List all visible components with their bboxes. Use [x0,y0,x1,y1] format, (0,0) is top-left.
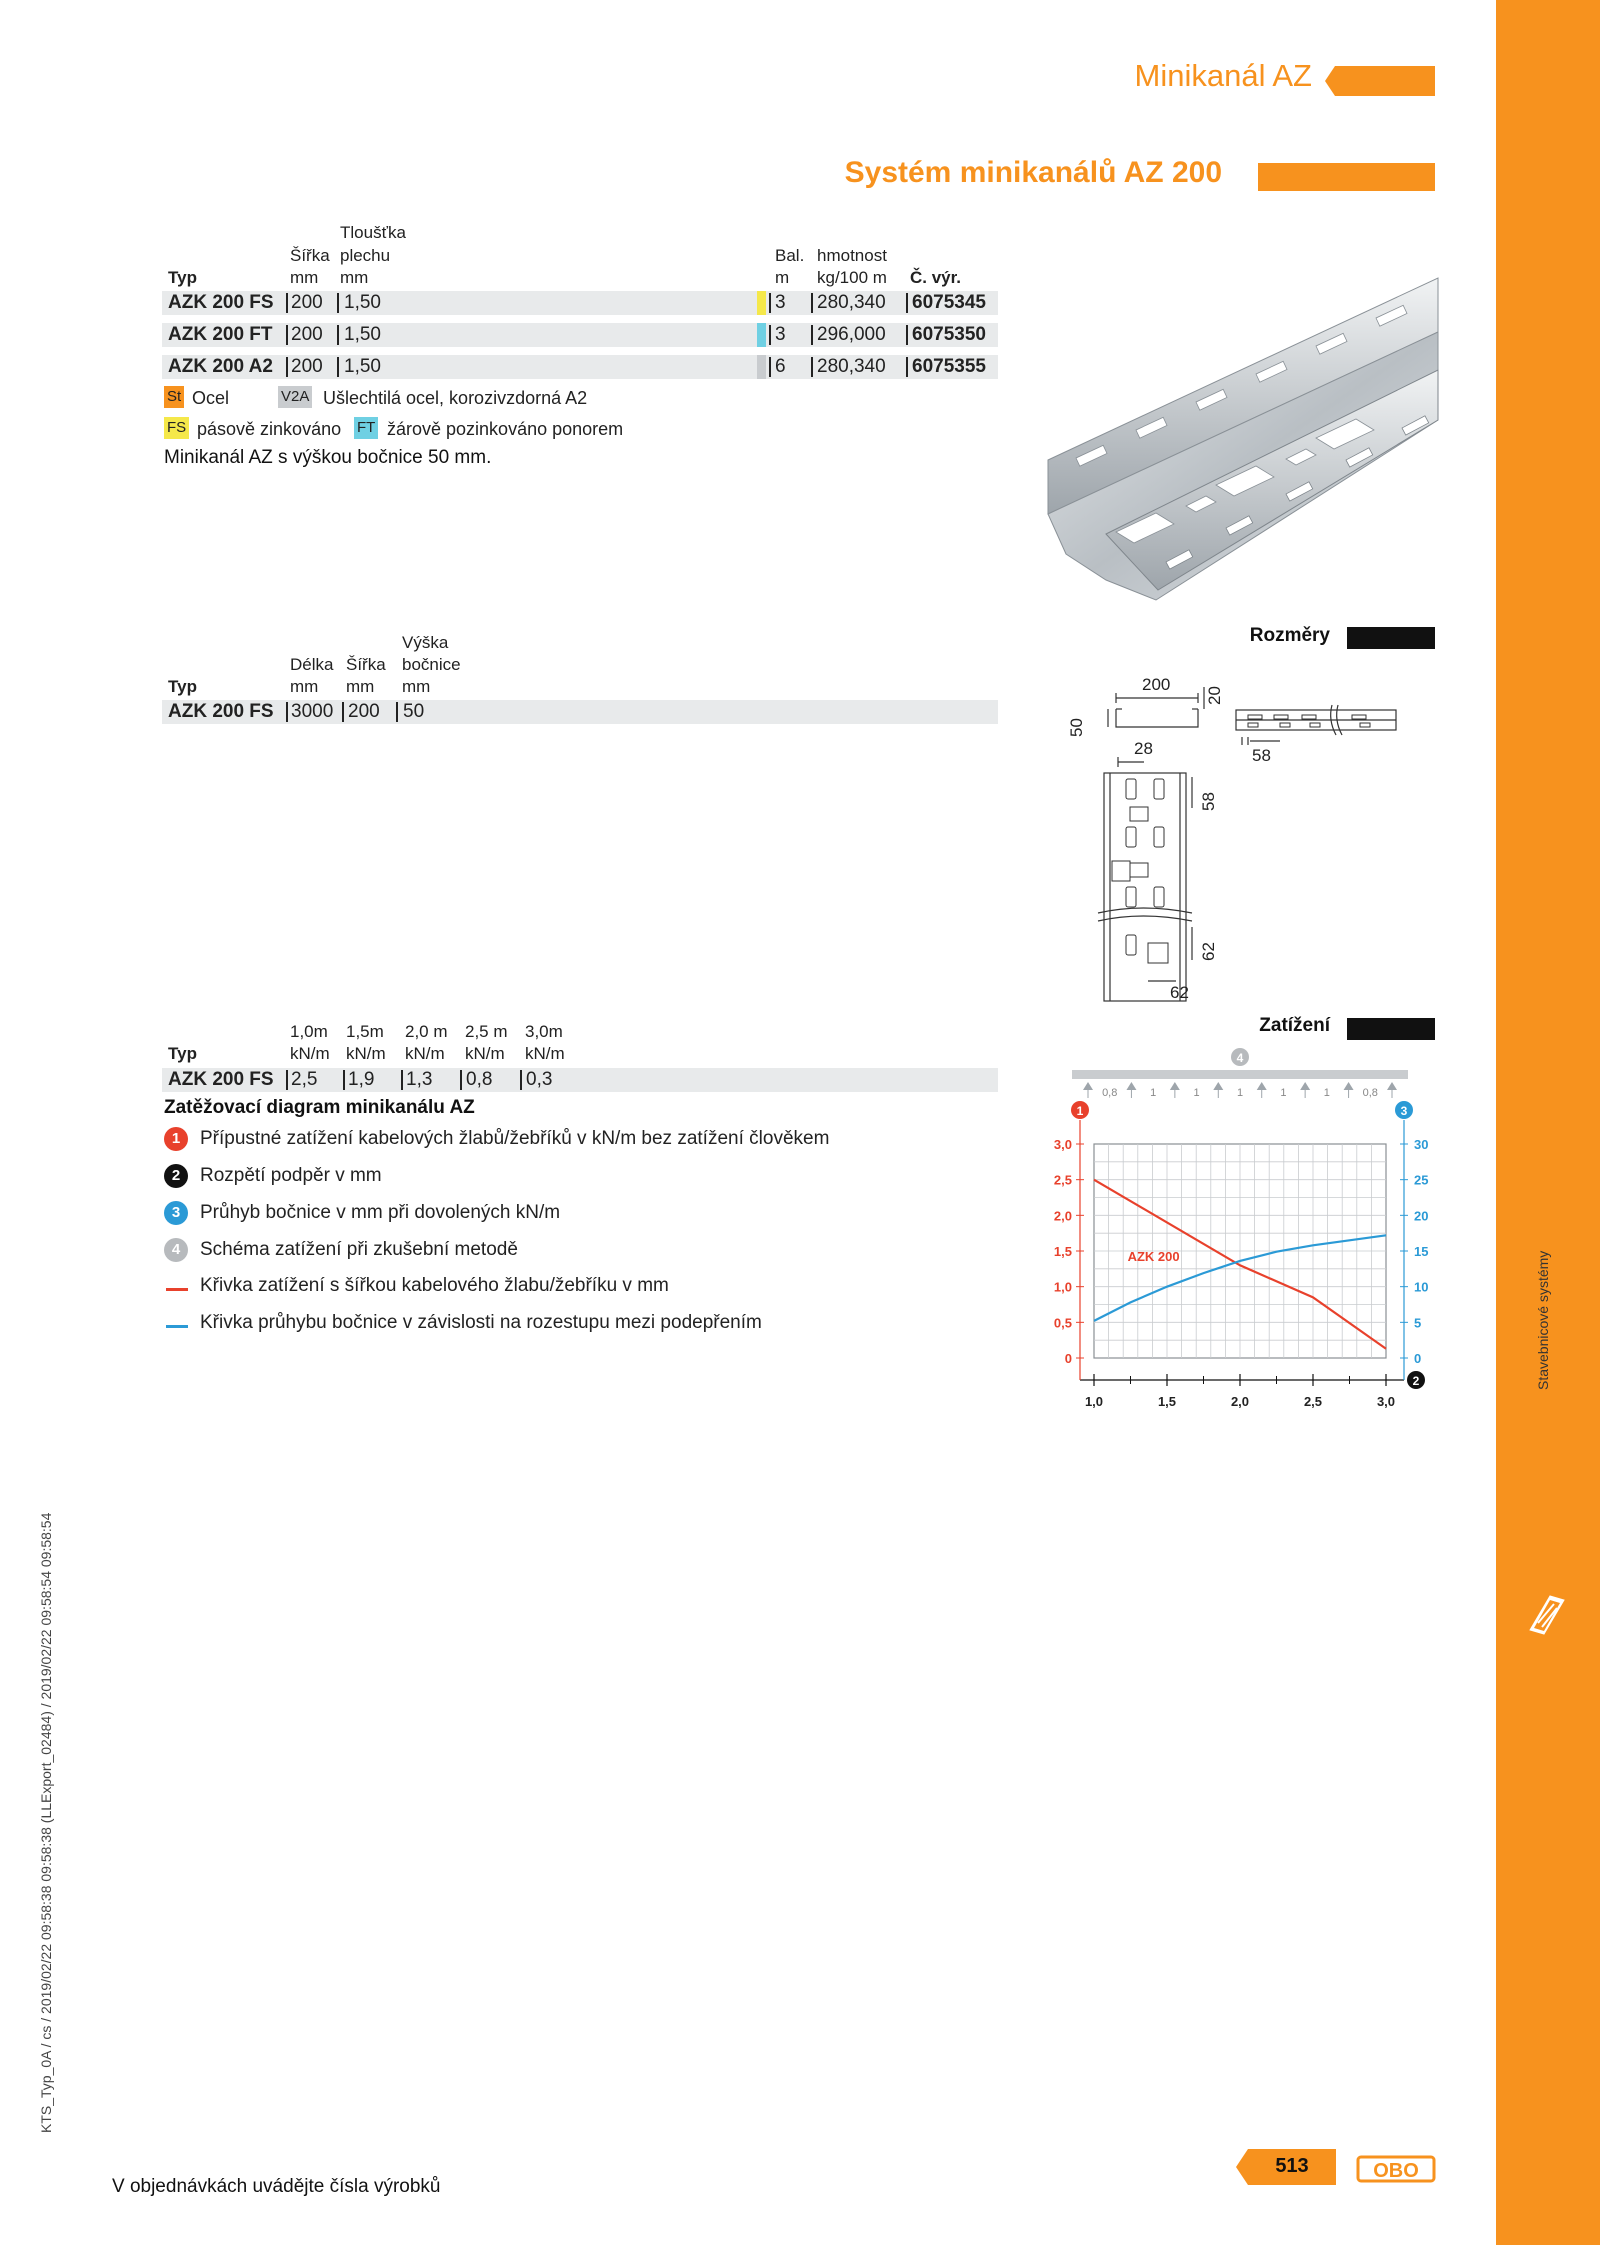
table-cell-hmotnost: 296,000 [817,324,886,345]
x-tick-label: 3,0 [1376,1394,1396,1409]
x-tick-label: 2,5 [1303,1394,1323,1409]
table-cell-sirka: 200 [291,356,323,377]
legend-text-4: Schéma zatížení při zkušební metodě [200,1239,518,1260]
th-c2: 1,5m [346,1022,384,1041]
section-title: Systém minikanálů AZ 200 [844,156,1222,189]
material-tag-st: St [164,386,184,408]
th-c3: 2,0 m [405,1022,448,1041]
legend-text-deflection-curve: Křivka průhybu bočnice v závislosti na rozestupu mezi podepřením [200,1312,762,1333]
load-schema-value: 1 [1193,1087,1200,1099]
load-schema-value: 0,8 [1102,1087,1118,1099]
y-right-tick-label: 20 [1414,1208,1429,1224]
th-bal: Bal. [775,246,805,265]
table-cell-typ: AZK 200 FS [168,292,274,313]
th-cislo: Č. výr. [910,268,962,287]
cell-separator [906,357,908,377]
th-tloustka: Tloušťka [340,223,406,242]
th-delka-unit: mm [290,677,319,696]
th-tloustka-unit: mm [340,268,369,287]
table-cell-c2: 1,9 [348,1069,375,1090]
y-right-tick-label: 30 [1414,1137,1429,1152]
material-label-st: Ocel [192,388,230,408]
dim-width-label: 200 [1142,675,1171,694]
right-orange-bar [1496,0,1600,2245]
legend-item-1 [164,1125,964,1155]
cell-separator [811,325,813,345]
cell-separator [906,293,908,313]
th-c4: 2,5 m [465,1022,508,1041]
y-right-tick-label: 10 [1414,1279,1429,1295]
load-label-bar [1347,1018,1435,1040]
th-hmotnost-unit: kg/100 m [817,268,887,287]
legend-badge-1: 1 [164,1127,188,1151]
cell-separator [811,357,813,377]
product-note: Minikanál AZ s výškou bočnice 50 mm. [164,447,492,468]
y-left-tick-label: 1,5 [1053,1244,1072,1259]
legend-line-red [166,1288,188,1291]
th-unit4: kN/m [465,1044,505,1063]
finish-swatch-a2 [757,355,766,379]
th-sirka2-unit: mm [346,677,375,696]
material-label-ft: žárově pozinkováno ponorem [387,419,624,439]
cell-separator [769,293,771,313]
x-tick-label: 1,5 [1157,1394,1177,1409]
cell-separator [769,357,771,377]
load-schema-arrow [1126,1082,1136,1090]
cell-separator [286,325,288,345]
section-title-bar [1258,163,1435,191]
th-delka: Délka [290,655,334,674]
x-tick-label: 2,0 [1230,1394,1250,1409]
cell-separator [286,702,288,722]
table-cell-c1: 2,5 [291,1069,318,1090]
dim-hole2-label: 62 [1170,983,1189,1002]
load-schema-value: 1 [1280,1087,1287,1099]
load-schema-arrow [1257,1082,1267,1090]
material-tag-ft: FT [354,417,378,439]
th-vyska: Výška [402,633,449,652]
legend-text-3: Průhyb bočnice v mm při dovolených kN/m [200,1202,561,1223]
table-cell-bal: 6 [775,356,786,377]
load-schema-arrow [1170,1082,1180,1090]
load-schema-value: 0,8 [1362,1087,1378,1099]
y-left-tick-label: 2,0 [1053,1208,1072,1224]
th-unit2: kN/m [346,1044,386,1063]
table-cell-bal: 3 [775,324,786,345]
cable-tray-icon [1526,1590,1568,1638]
dim-lip-label: 20 [1205,686,1224,705]
table-cell-c4: 0,8 [466,1069,493,1090]
cell-separator [343,1070,345,1090]
th-unit3: kN/m [405,1044,445,1063]
table-cell-hmotnost: 280,340 [817,356,886,377]
load-schema-value: 1 [1236,1087,1244,1099]
y-left-tick-label: 0,5 [1053,1315,1072,1331]
th-typ3: Typ [168,1044,197,1063]
finish-swatch-ft [757,323,766,347]
cell-separator [286,357,288,377]
left-vertical-export-info: KTS_Typ_0A / cs / 2019/02/22 09:58:38 09:58:38 (LLExport_02484) / 2019/02/22 09:58:54 09:58:54 [38,1512,54,2133]
table-cell-vyska: 50 [403,701,425,722]
legend-text-load-curve: Křivka zatížení s šířkou kabelového žlabu/žebříku v mm [200,1275,669,1296]
table-cell-bal: 3 [775,292,786,313]
th-sirka-unit: mm [290,268,319,287]
cell-separator [337,293,339,313]
axis-badge-left-text: 1 [1076,1104,1084,1118]
th-typ: Typ [168,268,197,287]
th-c5: 3,0m [525,1022,563,1041]
cell-separator [460,1070,462,1090]
table-cell-cislo: 6075355 [912,356,986,377]
cell-separator [337,325,339,345]
cell-separator [811,293,813,313]
table-cell-cislo: 6075345 [912,292,986,313]
y-left-tick-label: 0 [1064,1351,1072,1366]
table-cell-typ: AZK 200 FS [168,1069,274,1090]
table-cell-sirka: 200 [291,292,323,313]
cell-separator [401,1070,403,1090]
axis-badge-top-text: 4 [1236,1051,1244,1065]
y-left-tick-label: 2,5 [1053,1172,1072,1188]
sidebar-category-text: Stavebnicové systémy [1535,1250,1551,1390]
th-unit1: kN/m [290,1044,330,1063]
legend-badge-4: 4 [164,1238,188,1262]
table-cell-c3: 1,3 [406,1069,433,1090]
header-tab-shape [1325,66,1435,96]
legend-item-2 [164,1162,964,1192]
load-schema-arrow [1083,1082,1093,1090]
th-c1: 1,0m [290,1022,328,1041]
y-right-tick-label: 25 [1414,1172,1429,1188]
cell-separator [520,1070,522,1090]
y-right-tick-label: 15 [1414,1244,1429,1259]
table-cell-tloustka: 1,50 [344,356,381,377]
dim-offset-label: 28 [1134,739,1153,758]
dimensions-label-bar [1347,627,1435,649]
legend-item-3 [164,1199,964,1229]
dim-pitch2-label: 58 [1199,792,1218,811]
table-cell-c5: 0,3 [526,1069,553,1090]
material-tag-v2a: V2A [278,386,312,408]
cell-separator [769,325,771,345]
dim-height-label: 50 [1067,718,1086,737]
table-cell-hmotnost: 280,340 [817,292,886,313]
page-header-title: Minikanál AZ [1134,58,1312,93]
th-typ2: Typ [168,677,197,696]
table-cell-tloustka: 1,50 [344,324,381,345]
x-tick-label: 1,0 [1084,1394,1104,1409]
cell-separator [396,702,398,722]
load-schema-arrow [1344,1082,1354,1090]
load-schema-value: 1 [1150,1087,1157,1099]
cell-separator [286,293,288,313]
cell-separator [906,325,908,345]
th-hmotnost: hmotnost [817,246,887,265]
finish-swatch-fs [757,291,766,315]
legend-badge-3: 3 [164,1201,188,1225]
cable-tray-product-image [1046,270,1438,600]
y-left-tick-label: 3,0 [1053,1137,1072,1152]
diagram-title: Zatěžovací diagram minikanálu AZ [164,1097,475,1118]
table-cell-cislo: 6075350 [912,324,986,345]
table-cell-delka: 3000 [291,701,334,722]
material-label-fs: pásově zinkováno [197,419,342,439]
legend-item-load-curve [164,1272,964,1302]
footer-order-note: V objednávkách uvádějte čísla výrobků [112,2176,441,2197]
page-number: 513 [1275,2155,1309,2177]
table-cell-typ: AZK 200 FS [168,701,274,722]
obo-logo [1356,2149,1436,2189]
table-cell-typ: AZK 200 FT [168,324,273,345]
axis-badge-x-text: 2 [1412,1374,1420,1388]
dimensions-label: Rozměry [1249,625,1330,646]
legend-text-2: Rozpětí podpěr v mm [200,1165,382,1186]
legend-text-1: Přípustné zatížení kabelových žlabů/žebříků v kN/m bez zatížení člověkem [200,1128,830,1149]
th-plechu: plechu [340,246,391,265]
table-cell-tloustka: 1,50 [344,292,381,313]
table-cell-sirka: 200 [291,324,323,345]
dim-pitch1-label: 58 [1252,746,1271,765]
load-chart [1020,1040,1440,1420]
load-schema-arrow [1387,1082,1397,1090]
th-unit5: kN/m [525,1044,565,1063]
legend-item-deflection-curve [164,1309,964,1339]
cell-separator [342,702,344,722]
load-schema-arrow [1213,1082,1223,1090]
material-label-v2a: Ušlechtilá ocel, korozivzdorná A2 [323,388,588,408]
th-bal-unit: m [775,268,790,287]
obo-logo-text: OBO [1373,2160,1419,2182]
series-label: AZK 200 [1127,1249,1180,1264]
axis-badge-right-text: 3 [1400,1104,1408,1118]
dim-hole1-label: 62 [1199,942,1218,961]
y-right-tick-label: 0 [1414,1351,1422,1366]
load-schema-bar [1072,1070,1408,1079]
th-sirka: Šířka [290,246,330,265]
th-vyska-unit: mm [402,677,431,696]
load-label: Zatížení [1259,1015,1330,1036]
legend-line-blue [166,1325,188,1328]
y-left-tick-label: 1,0 [1053,1279,1072,1295]
legend-badge-2: 2 [164,1164,188,1188]
th-sirka2: Šířka [346,655,386,674]
y-right-tick-label: 5 [1414,1315,1422,1331]
load-schema-arrow [1300,1082,1310,1090]
table-cell-sirka: 200 [348,701,380,722]
cell-separator [337,357,339,377]
dimension-drawing [1067,665,1410,1015]
legend-item-4 [164,1236,964,1266]
cell-separator [286,1070,288,1090]
th-bocnice: bočnice [402,655,461,674]
table-cell-typ: AZK 200 A2 [168,356,273,377]
material-tag-fs: FS [164,417,189,439]
load-schema-value: 1 [1323,1087,1330,1099]
